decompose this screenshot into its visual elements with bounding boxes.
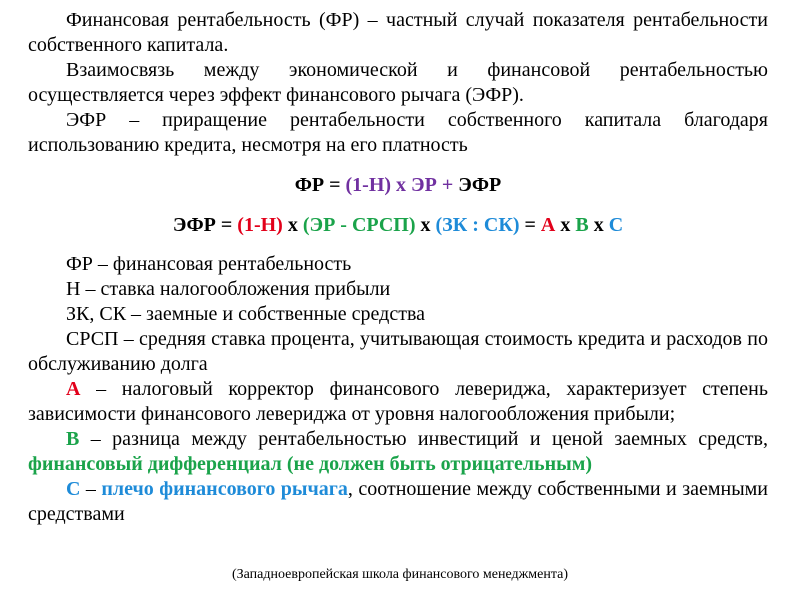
def-a-letter: А <box>66 378 81 400</box>
formula-efr-c: С <box>608 214 624 236</box>
formula-fr-efr: ЭФР <box>458 174 502 196</box>
def-n: Н – ставка налогообложения прибыли <box>66 278 391 300</box>
formula-efr-leverage: (ЗК : СК) <box>435 214 520 236</box>
def-zk-sk: ЗК, СК – заемные и собственные средства <box>66 303 426 325</box>
formula-fr <box>28 173 768 198</box>
def-b <box>28 427 768 477</box>
intro-paragraph-3: ЭФР – приращение рентабельности собственного капитала благодаря использованию кредита, несмотря на его платность <box>28 109 768 156</box>
formula-fr-lhs: ФР = <box>294 174 346 196</box>
def-c-letter: С <box>66 478 81 500</box>
formula-efr-equals: = <box>519 214 541 236</box>
slide-content <box>28 8 768 527</box>
intro-paragraph-2: Взаимосвязь между экономической и финансовой рентабельностью осуществляется через эффект финансового рычага (ЭФР). <box>28 59 768 106</box>
def-b-text: – разница между рентабельностью инвестиций и ценой заемных средств, <box>79 428 768 450</box>
formula-efr-a: А <box>540 214 556 236</box>
def-srsp: СРСП – средняя ставка процента, учитывающая стоимость кредита и расходов по обслуживанию долга <box>28 328 768 375</box>
def-fr: ФР – финансовая рентабельность <box>66 253 352 275</box>
def-a-text: – налоговый корректор финансового левериджа, характеризует степень зависимости финансового левериджа от уровня налогообложения прибыли; <box>28 378 768 425</box>
formula-efr <box>28 213 768 238</box>
def-c-text: , соотношение между собственными и заемными средствами <box>28 478 769 525</box>
source-caption: (Западноевропейская школа финансового менеджмента) <box>231 567 569 582</box>
formula-efr-b: В <box>575 214 589 236</box>
definitions <box>28 252 768 527</box>
def-c <box>28 477 768 527</box>
formula-fr-rhs: (1-Н) x ЭР + <box>345 174 459 196</box>
formula-efr-times-4: х <box>588 214 609 236</box>
def-a <box>28 377 768 427</box>
formula-efr-times-2: х <box>415 214 436 236</box>
formula-efr-tax-factor: (1-Н) <box>237 214 283 236</box>
def-c-dash: – <box>80 478 102 500</box>
formula-efr-times-3: х <box>555 214 576 236</box>
def-b-highlight: финансовый дифференциал (не должен быть отрицательным) <box>28 453 593 475</box>
formula-efr-times-1: х <box>282 214 303 236</box>
intro-paragraph-1: Финансовая рентабельность (ФР) – частный случай показателя рентабельности собственного капитала. <box>28 9 768 56</box>
formula-efr-lhs: ЭФР = <box>172 214 238 236</box>
def-c-highlight: плечо финансового рычага <box>101 478 348 500</box>
def-b-letter: В <box>66 428 80 450</box>
formula-efr-differential: (ЭР - СРСП) <box>302 214 416 236</box>
